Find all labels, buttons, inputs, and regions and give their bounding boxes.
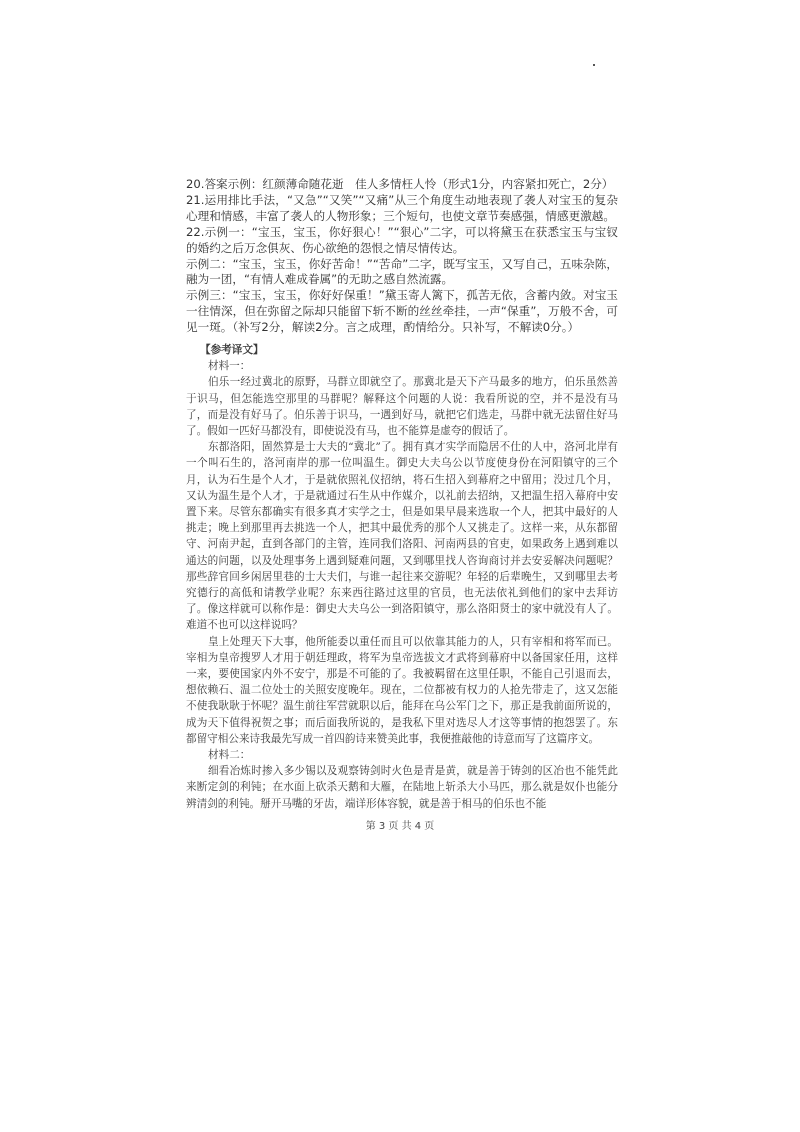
scan-speck bbox=[593, 64, 595, 66]
material-1-paragraph-3: 皇上处理天下大事，他所能委以重任而且可以依靠其能力的人，只有宰相和将军而已。宰相为皇帝搜罗人才用于朝廷理政，将军为皇帝选拔文才武将到幕府中以备国家任用，这样一来，要使国家内外不安宁，那是不可能的了。我被羁留在这里任职，不能自己引退而去，想依赖石、温二位处士的关照安度晚年。现在，二位都被有权力的人抢先带走了，这又怎能不使我耿耿于怀呢？温生前往军营就职以后，能拜在乌公军门之下，那正是我前面所说的，成为天下值得祝贺之事；而后面我所说的，是我私下里对选尽人才这等事情的抱怨罢了。东都留守相公来诗我最先写成一首四韵诗来赞美此事，我便推敲他的诗意而写了这篇序文。 bbox=[186, 635, 618, 745]
answer-21: 21.运用排比手法，“又急”“又笑”“又痛”从三个角度生动地表现了袭人对宝玉的复杂心理和情感，丰富了袭人的人物形象；三个短句，也使文章节奏感强，情感更激越。 bbox=[186, 192, 618, 223]
reference-translation-section bbox=[186, 342, 618, 812]
material-1-label: 材料一： bbox=[208, 360, 251, 373]
answer-22-example-3: 示例三：“宝玉，宝玉，你好好保重！”黛玉寄人篱下，孤苦无依，含蓄内敛。对宝玉一往情深，但在弥留之际却只能留下斩不断的丝丝牵挂，一声“保重”，万般不舍，可见一斑。（补写2分，解读2分。言之成理，酌情给分。只补写，不解读0分。） bbox=[186, 288, 618, 335]
answer-key-section bbox=[186, 177, 618, 336]
answer-20: 20.答案示例：红颜薄命随花逝 佳人多情枉人怜（形式1分，内容紧扣死亡，2分） bbox=[186, 177, 614, 191]
material-2-label: 材料二： bbox=[208, 749, 251, 762]
reference-heading: 【参考译文】 bbox=[200, 344, 264, 356]
material-1-paragraph-2: 东都洛阳，固然算是士大夫的“冀北”了。拥有真才实学而隐居不仕的人中，洛河北岸有一个叫石生的，洛河南岸的那一位叫温生。御史大夫乌公以节度使身份在河阳镇守的三个月，认为石生是个人才，于是就依照礼仪招纳，将石生招入到幕府之中留用；没过几个月，又认为温生是个人才，于是就通过石生从中作媒介，以礼前去招纳，又把温生招入幕府中安置下来。尽管东都确实有很多真才实学之士，但是如果早晨来选取一个人，把其中最好的人挑走；晚上到那里再去挑选一个人，把其中最优秀的那个人又挑走了。这样一来，从东都留守、河南尹起，直到各部门的主管，连同我们洛阳、河南两县的官吏，如果政务上遇到难以通达的问题，以及处理事务上遇到疑难问题，又到哪里找人咨询商讨并去安妥解决问题呢？那些辞官回乡闲居里巷的士大夫们，与谁一起往来交游呢？年轻的后辈晚生，又到哪里去考究德行的高低和请教学业呢？东来西往路过这里的官员，也无法依礼到他们的家中去拜访了。像这样就可以称作是：御史大夫乌公一到洛阳镇守，那么洛阳贤士的家中就没有人了。难道不也可以这样说吗？ bbox=[186, 441, 618, 632]
material-2-paragraph-1: 细看冶炼时掺入多少锡以及观察铸剑时火色是青是黄，就是善于铸剑的区冶也不能凭此来断定剑的利钝；在水面上砍杀天鹅和大雁，在陆地上斩杀大小马匹，那么就是奴仆也能分辨清剑的利钝。掰开马嘴的牙齿，端详形体容貌，就是善于相马的伯乐也不能 bbox=[186, 765, 618, 810]
material-1-paragraph-1: 伯乐一经过冀北的原野，马群立即就空了。那冀北是天下产马最多的地方，伯乐虽然善于识马，但怎能选空那里的马群呢？解释这个问题的人说：我看所说的空，并不是没有马了，而是没有好马了。伯乐善于识马，一遇到好马，就把它们选走，马群中就无法留住好马了。假如一匹好马都没有，即使说没有马，也不能算是虚夸的假话了。 bbox=[186, 376, 618, 438]
page-footer: 第 3 页 共 4 页 bbox=[365, 821, 435, 832]
answer-22-example-2: 示例二：“宝玉，宝玉，你好苦命！”“苦命”二字，既写宝玉，又写自己，五味杂陈，融为一团，“有情人难成眷属”的无助之感自然流露。 bbox=[186, 256, 618, 287]
answer-22-example-1: 22.示例一：“宝玉，宝玉，你好狠心！”“狠心”二字，可以将黛玉在获悉宝玉与宝钗的婚约之后万念俱灰、伤心欲绝的怨恨之情尽情传达。 bbox=[186, 224, 618, 255]
